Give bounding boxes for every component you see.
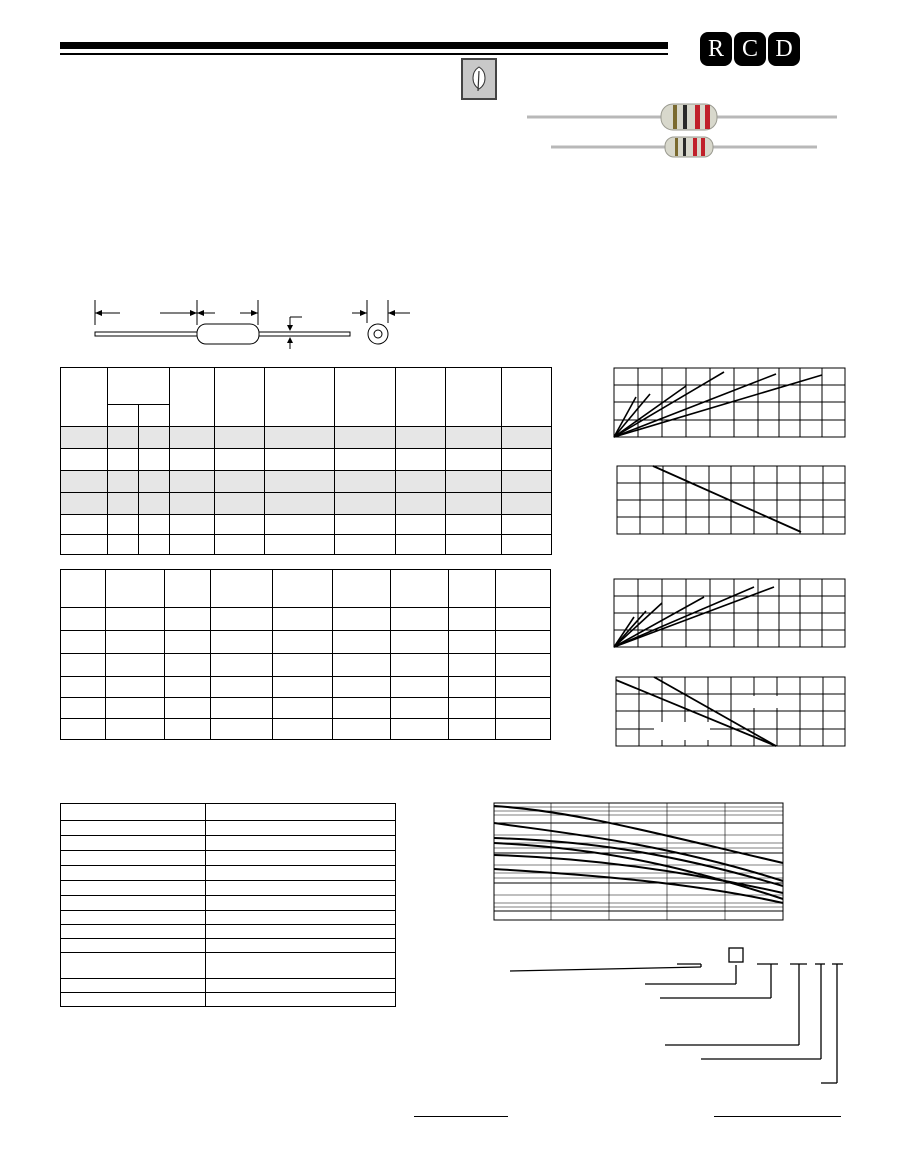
table-row: [61, 608, 551, 631]
table-row: [61, 993, 396, 1007]
table-row: [61, 427, 552, 449]
resistor-photo: [525, 95, 845, 165]
table-row: [61, 851, 396, 866]
header-rule-thin: [60, 53, 668, 55]
table-row: [61, 896, 396, 911]
logo-letter-c: C: [734, 32, 766, 66]
graph-derating: [617, 466, 846, 535]
table-row: [61, 698, 551, 719]
table-row: [61, 804, 396, 821]
leaf-icon: [461, 58, 497, 100]
table-row: [61, 535, 552, 555]
graph-fan-2: [614, 579, 846, 648]
header-rule-thick: [60, 42, 668, 49]
table-row: [61, 979, 396, 993]
graph-log-curves: [494, 803, 784, 921]
table-row: [61, 493, 552, 515]
graph-pulse: [616, 677, 846, 747]
table-row: [61, 953, 396, 979]
table-row: [61, 881, 396, 896]
footer-rule-right: [714, 1116, 841, 1117]
table-row: [61, 836, 396, 851]
brand-logo: [700, 32, 800, 66]
table-row: [61, 449, 552, 471]
table-row: [61, 866, 396, 881]
specs-table: [60, 367, 552, 555]
footer-rule-left: [414, 1116, 508, 1117]
graph-fan-1: [614, 368, 846, 438]
table-row: [61, 515, 552, 535]
table-row: [61, 471, 552, 493]
table-row: [61, 719, 551, 740]
logo-letter-d: D: [768, 32, 800, 66]
table-row: [61, 677, 551, 698]
table-row: [61, 821, 396, 836]
dimension-drawing: [90, 295, 420, 355]
table-row: [61, 925, 396, 939]
ordering-diagram: [505, 948, 850, 1123]
logo-letter-r: R: [700, 32, 732, 66]
characteristics-table: [60, 803, 396, 1007]
performance-table: [60, 569, 551, 740]
table-row: [61, 939, 396, 953]
table-row: [61, 631, 551, 654]
table-row: [61, 911, 396, 925]
table-row: [61, 654, 551, 677]
